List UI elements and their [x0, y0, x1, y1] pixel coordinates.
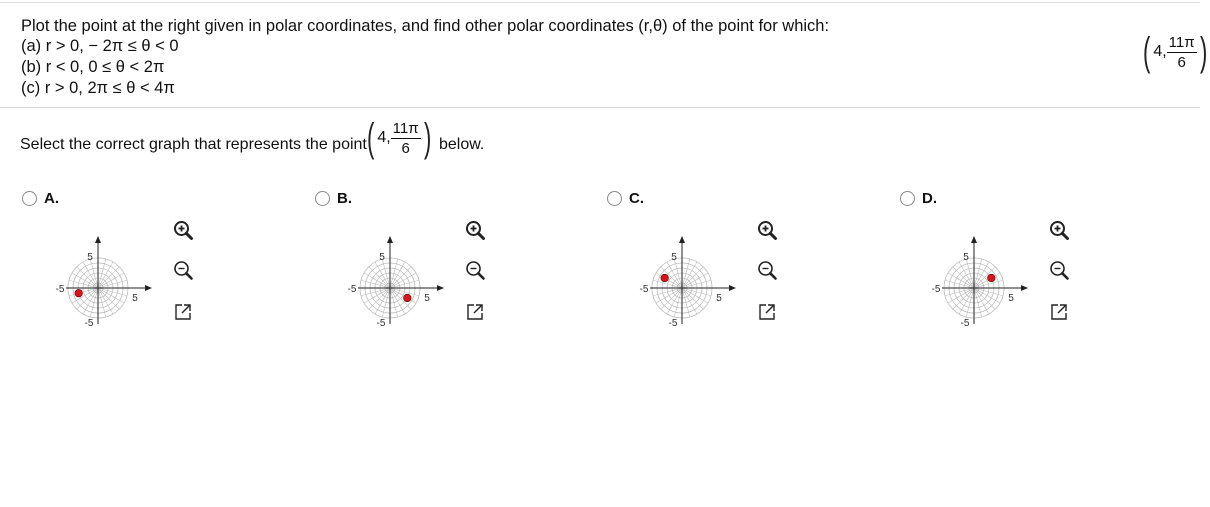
point-theta: [1167, 34, 1197, 71]
prompt-point: [364, 118, 434, 158]
radio-b[interactable]: [315, 191, 330, 206]
y-axis-arrow: [679, 236, 685, 243]
option-b[interactable]: [315, 190, 352, 207]
plotted-point: [988, 274, 996, 282]
left-paren: (: [366, 116, 375, 160]
tick-label-y-pos: 5: [87, 252, 93, 263]
zoom-in-icon: [756, 228, 778, 245]
theta-denominator: 6: [401, 139, 410, 157]
zoom-out-icon: [756, 268, 778, 285]
tick-label-x-pos: 5: [1008, 293, 1014, 304]
polar-graph-c[interactable]: [634, 212, 744, 332]
y-axis-arrow: [387, 236, 393, 243]
tick-label-y-pos: 5: [671, 252, 677, 263]
expand-icon: [172, 310, 194, 327]
zoom-in-icon: [172, 228, 194, 245]
x-axis-arrow: [1021, 285, 1028, 291]
zoom-out-button[interactable]: [1048, 259, 1070, 281]
x-axis-arrow: [729, 285, 736, 291]
tick-label-x-neg: -5: [347, 284, 357, 295]
option-c[interactable]: [607, 190, 644, 207]
expand-icon: [1048, 310, 1070, 327]
zoom-in-button[interactable]: [172, 219, 194, 241]
polar-graph-d[interactable]: [926, 212, 1036, 332]
expand-icon: [756, 310, 778, 327]
part-a: (a) r > 0, − 2π ≤ θ < 0: [21, 37, 179, 55]
tick-label-x-pos: 5: [424, 293, 430, 304]
option-a[interactable]: [22, 190, 59, 207]
plotted-point: [75, 289, 83, 297]
radio-a[interactable]: [22, 191, 37, 206]
left-paren: (: [1142, 30, 1151, 74]
point-theta: [391, 120, 421, 157]
tick-label-y-neg: -5: [84, 318, 94, 329]
option-b-label: B.: [337, 190, 352, 207]
tick-label-x-neg: -5: [931, 284, 941, 295]
section-divider: [0, 107, 1200, 108]
option-d-label: D.: [922, 190, 937, 207]
tick-label-y-neg: -5: [960, 318, 970, 329]
polar-graph-a[interactable]: [50, 212, 160, 332]
tick-label-x-neg: -5: [55, 284, 65, 295]
radio-d[interactable]: [900, 191, 915, 206]
zoom-in-icon: [464, 228, 486, 245]
y-axis-arrow: [95, 236, 101, 243]
zoom-in-button[interactable]: [464, 219, 486, 241]
zoom-in-button[interactable]: [756, 219, 778, 241]
expand-button[interactable]: [172, 301, 194, 323]
option-c-label: C.: [629, 190, 644, 207]
y-axis-arrow: [971, 236, 977, 243]
top-border: [0, 2, 1200, 3]
question-intro: Plot the point at the right given in polar coordinates, and find other polar coordinates (r,θ) of the point for which:: [21, 17, 830, 35]
expand-icon: [464, 310, 486, 327]
tick-label-y-neg: -5: [668, 318, 678, 329]
zoom-out-icon: [1048, 268, 1070, 285]
zoom-in-icon: [1048, 228, 1070, 245]
given-point: [1140, 32, 1210, 72]
prompt-suffix: below.: [439, 136, 485, 153]
part-c: (c) r > 0, 2π ≤ θ < 4π: [21, 79, 175, 97]
zoom-out-button[interactable]: [464, 259, 486, 281]
right-paren: ): [1199, 30, 1207, 74]
zoom-out-icon: [464, 268, 486, 285]
zoom-in-button[interactable]: [1048, 219, 1070, 241]
tick-label-x-pos: 5: [132, 293, 138, 304]
zoom-out-button[interactable]: [756, 259, 778, 281]
point-r: 4,: [1153, 43, 1167, 60]
expand-button[interactable]: [1048, 301, 1070, 323]
polar-graph-b[interactable]: [342, 212, 452, 332]
x-axis-arrow: [145, 285, 152, 291]
part-b: (b) r < 0, 0 ≤ θ < 2π: [21, 58, 165, 76]
x-axis-arrow: [437, 285, 444, 291]
zoom-out-icon: [172, 268, 194, 285]
plotted-point: [661, 274, 669, 282]
right-paren: ): [423, 116, 431, 160]
theta-numerator: 11π: [392, 119, 419, 137]
theta-numerator: 11π: [1168, 33, 1195, 51]
tick-label-y-pos: 5: [963, 252, 969, 263]
tick-label-y-neg: -5: [376, 318, 386, 329]
radio-c[interactable]: [607, 191, 622, 206]
select-prompt: Select the correct graph that represents the point: [20, 136, 367, 153]
option-d[interactable]: [900, 190, 937, 207]
tick-label-x-pos: 5: [716, 293, 722, 304]
plotted-point: [404, 294, 412, 302]
theta-denominator: 6: [1177, 53, 1186, 71]
zoom-out-button[interactable]: [172, 259, 194, 281]
option-a-label: A.: [44, 190, 59, 207]
expand-button[interactable]: [756, 301, 778, 323]
point-r: 4,: [377, 129, 391, 146]
tick-label-x-neg: -5: [639, 284, 649, 295]
expand-button[interactable]: [464, 301, 486, 323]
tick-label-y-pos: 5: [379, 252, 385, 263]
